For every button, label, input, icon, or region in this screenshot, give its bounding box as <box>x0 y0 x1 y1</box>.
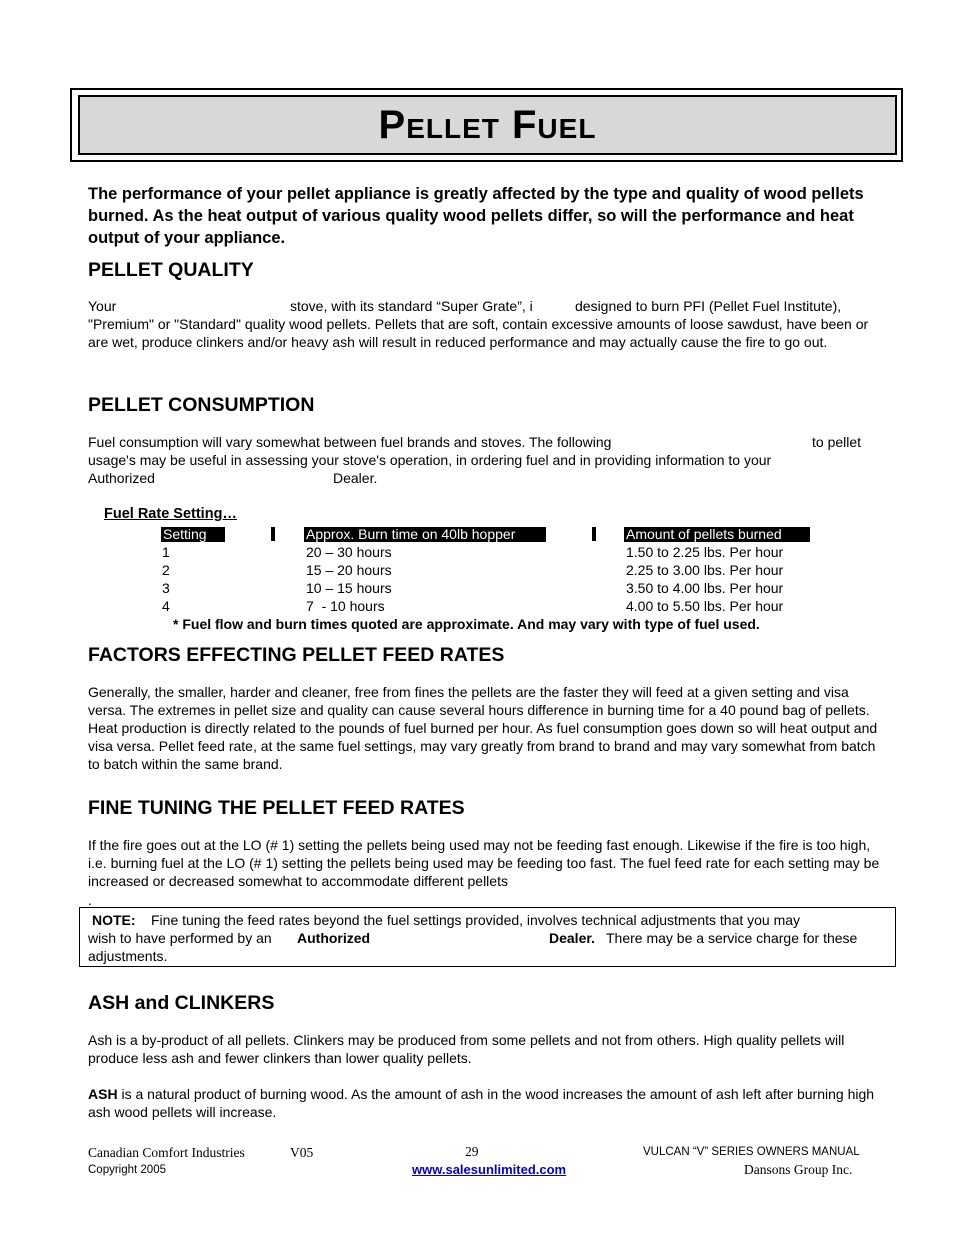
quality-line1-a: Your <box>88 298 117 314</box>
table-cell: 3 <box>162 580 170 596</box>
ash-definition <box>88 1085 888 1121</box>
footer-manual-title: VULCAN “V” SERIES OWNERS MANUAL <box>643 1146 860 1158</box>
note-line1: Fine tuning the feed rates beyond the fuel settings provided, involves technical adjustments that you may <box>151 912 801 928</box>
quality-line1-b: stove, with its standard “Super Grate”, i <box>290 298 533 314</box>
footer-website-link[interactable]: www.salesunlimited.com <box>412 1162 567 1177</box>
note-line2-bold-b: Dealer. <box>549 930 595 946</box>
note-line2-bold-a: Authorized <box>297 930 371 946</box>
quality-rest: "Premium" or "Standard" quality wood pellets. Pellets that are soft, contain excessive amounts of loose sawdust, have been or are wet, produce clinkers and/or heavy ash will result in reduced performance and may actually cause the fire to go out. <box>88 316 869 350</box>
note-content <box>88 911 892 965</box>
column-marker <box>271 527 275 541</box>
table-cell: 2.25 to 3.00 lbs. Per hour <box>626 562 784 578</box>
table-cell: 1.50 to 2.25 lbs. Per hour <box>626 544 784 560</box>
consumption-line1-a: Fuel consumption will vary somewhat between fuel brands and stoves. The following <box>88 434 612 450</box>
note-line2-a: wish to have performed by an <box>88 930 272 946</box>
footer-version: V05 <box>290 1145 314 1160</box>
ash-definition-text: is a natural product of burning wood. As the amount of ash in the wood increases the amount of ash left after burning high ash wood pellets will increase. <box>88 1086 875 1120</box>
fine-tuning-period: . <box>88 892 92 908</box>
factors-paragraph: Generally, the smaller, harder and cleaner, free from fines the pellets are the faster they will feed at a given setting and visa versa. The extremes in pellet size and quality can cause several hours difference in burning time for a 40 pound bag of pellets. Heat production is directly related to the pounds of fuel burned per hour. As fuel consumption goes down so will heat output and visa versa. Pellet feed rate, at the same fuel settings, may vary greatly from brand to brand and may vary somewhat from batch to batch within the same brand. <box>88 684 878 772</box>
heading-fine-tuning: FINE TUNING THE PELLET FEED RATES <box>88 797 465 819</box>
footer-company: Canadian Comfort Industries <box>88 1145 245 1160</box>
table-cell: 3.50 to 4.00 lbs. Per hour <box>626 580 784 596</box>
consumption-line2: usage's may be useful in assessing your stove's operation, in ordering fuel and in providing information to your <box>88 452 772 468</box>
heading-pellet-consumption: PELLET CONSUMPTION <box>88 394 315 416</box>
heading-ash-clinkers: ASH and CLINKERS <box>88 992 275 1014</box>
consumption-paragraph <box>88 433 888 487</box>
table-cell: 15 – 20 hours <box>306 562 392 578</box>
ash-label: ASH <box>88 1086 118 1102</box>
table-cell: 20 – 30 hours <box>306 544 392 560</box>
note-line2-c: There may be a service charge for these <box>606 930 858 946</box>
fine-tuning-paragraph: If the fire goes out at the LO (# 1) setting the pellets being used may not be feeding fast enough. Likewise if the fire is too high, i.e. burning fuel at the LO (# 1) setting the pellets being used may be feeding too fast. The fuel feed rate for each setting may be increased or decreased somewhat to accommodate different pellets <box>88 837 880 889</box>
heading-factors: FACTORS EFFECTING PELLET FEED RATES <box>88 644 505 666</box>
intro-paragraph: The performance of your pellet appliance is greatly affected by the type and quality of wood pellets burned. As the heat output of various quality wood pellets differ, so will the performance and heat output of your appliance. <box>88 185 864 247</box>
footer-group: Dansons Group Inc. <box>744 1162 853 1177</box>
table-cell: 1 <box>162 544 170 560</box>
footer-page-number: 29 <box>465 1144 479 1159</box>
page-title: Pellet Fuel <box>378 102 597 147</box>
consumption-line3-b: Dealer. <box>333 470 378 486</box>
table-cell: 10 – 15 hours <box>306 580 392 596</box>
quality-paragraph <box>88 297 888 351</box>
table-header-burn-time: Approx. Burn time on 40lb hopper <box>304 527 546 542</box>
title-frame <box>78 95 897 155</box>
quality-line1-c: designed to burn PFI (Pellet Fuel Institute), <box>575 298 842 314</box>
fuel-rate-label: Fuel Rate Setting… <box>104 506 237 522</box>
table-footnote: * Fuel flow and burn times quoted are approximate. And may vary with type of fuel used. <box>173 616 760 632</box>
footer-copyright: Copyright 2005 <box>88 1164 166 1176</box>
consumption-line3-a: Authorized <box>88 470 155 486</box>
table-cell: 2 <box>162 562 170 578</box>
table-cell: 4 <box>162 598 170 614</box>
table-header-setting: Setting <box>161 527 225 542</box>
column-marker <box>592 527 596 541</box>
note-label: NOTE: <box>92 912 136 928</box>
table-cell: 7 - 10 hours <box>306 598 385 614</box>
heading-pellet-quality: PELLET QUALITY <box>88 259 254 281</box>
table-cell: 4.00 to 5.50 lbs. Per hour <box>626 598 784 614</box>
note-line3: adjustments. <box>88 948 168 964</box>
table-header-amount: Amount of pellets burned <box>624 527 810 542</box>
consumption-line1-b: to pellet <box>812 434 862 450</box>
ash-paragraph: Ash is a by-product of all pellets. Clinkers may be produced from some pellets and not from others. High quality pellets will produce less ash and fewer clinkers than lower quality pellets. <box>88 1032 845 1066</box>
